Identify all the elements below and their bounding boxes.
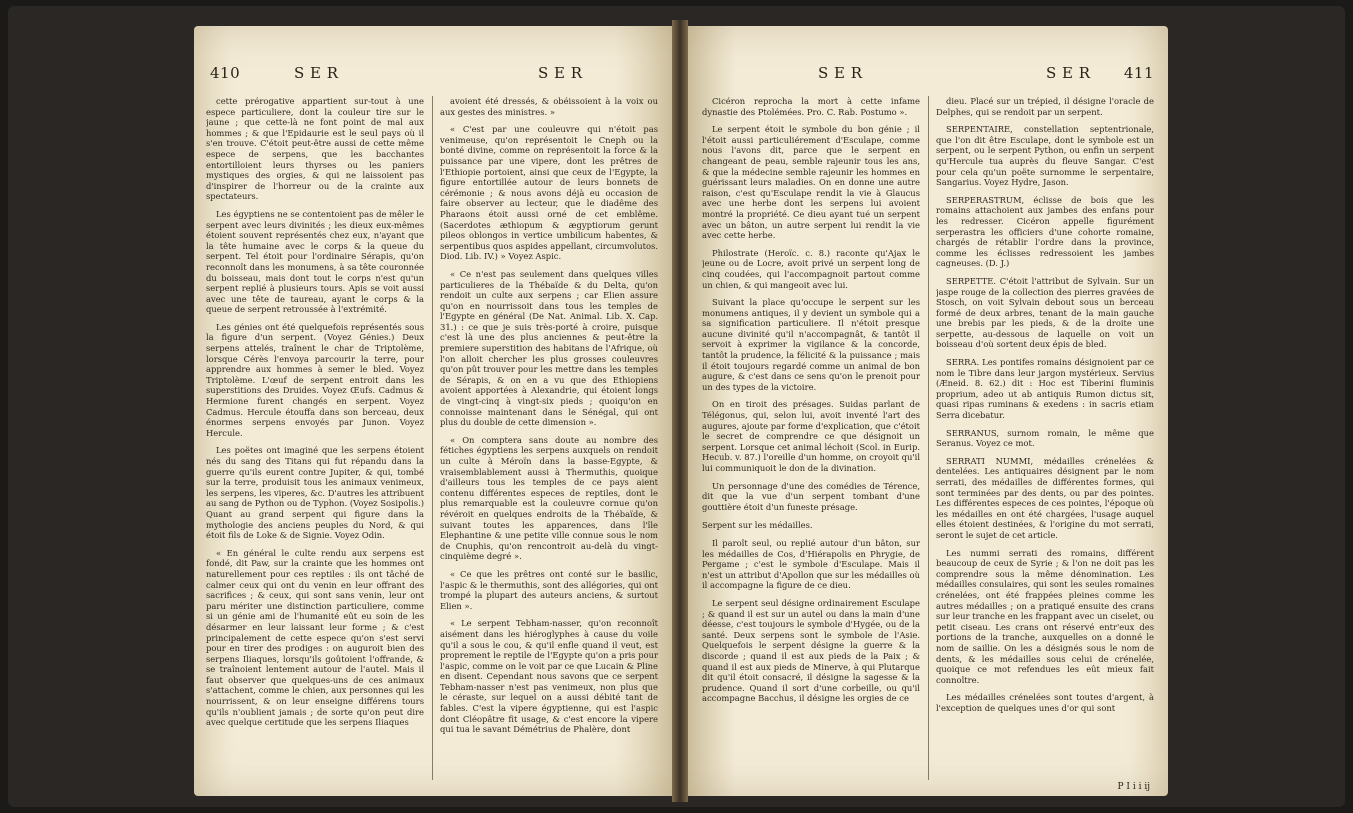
paragraph: SERPENTAIRE, constellation septentrionale, que l'on dit être Esculape, dont le symbole est un serpent, ou le serpent Python, ou enfin un serpent qu'Hercule tua auprès du fleuve Sangar. C'est pour cela qu'un poëte surnomme le serpentaire, Sangarius. Voyez Hydre, Jason. — [936, 124, 1154, 188]
column-divider — [432, 96, 433, 780]
paragraph: SERPERASTRUM, éclisse de bois que les romains attachoient aux jambes des enfans pour les redresser. Cicéron appelle figurément serperastra les officiers d'une cohorte romaine, chargés de rétablir l'ordre dans la province, comme les éclisses redressoient les jambes cagneuses. (D. J.) — [936, 194, 1154, 269]
left-page — [194, 26, 672, 796]
paragraph: avoient été dressés, & obéissoient à la voix ou aux gestes des ministres. » — [440, 96, 658, 117]
paragraph: dieu. Placé sur un trépied, il désigne l'oracle de Delphes, qui se rendoit par un serpent. — [936, 96, 1154, 117]
paragraph: Les médailles crénelées sont toutes d'argent, à l'exception de quelques unes d'or qui sont — [936, 692, 1154, 713]
left-page-header — [206, 64, 660, 92]
paragraph: Les génies ont été quelquefois représentés sous la figure d'un serpent. (Voyez Génies.) Deux serpens attelés, traînent le char de Triptolème, lorsque Cérès l'envoya parcourir la terre, pour apprendre aux hommes à semer le bled. Voyez Triptolème. L'œuf de serpent entroit dans les superstitions des Druides. Voyez Œufs. Cadmus & Hermione furent changés en serpent. Voyez Cadmus. Hercule étouffa dans son berceau, deux énormes serpens envoyés par Junon. Voyez Hercule. — [206, 321, 424, 438]
paragraph: SERRANUS, surnom romain, le même que Seranus. Voyez ce mot. — [936, 427, 1154, 449]
paragraph: SERRA. Les pontifes romains désignoient par ce nom le Tibre dans leur jargon mystérieux. Servius (Æneid. 8. 62.) dit : Hoc est Tiberini fluminis proprium, adeo ut ab antiquis Rumon dictus sit, quasi ripas ruminans & exedens : in sacris etiam Serra dicebatur. — [936, 357, 1154, 421]
running-head: S E R — [1046, 64, 1091, 82]
paragraph: Un personnage d'une des comédies de Térence, dit que la vue d'un serpent tombant d'une gouttière étoit d'un funeste présage. — [702, 480, 920, 512]
right-page-header — [700, 64, 1156, 92]
book-spread — [8, 6, 1345, 807]
left-column-2 — [440, 96, 658, 782]
right-column-2 — [936, 96, 1154, 782]
page-number: 411 — [1123, 64, 1154, 82]
paragraph: « Ce n'est pas seulement dans quelques villes particulieres de la Thébaïde & du Delta, qu'on rendoit un culte aux serpens ; car Elien assure qu'on en nourrissoit dans tous les temples de l'Egypte en général (De Nat. Animal. Lib. X. Cap. 31.) : ce que je suis très-porté à croire, puisque c'est là une des plus anciennes & peut-être la premiere superstition des habitans de l'Afrique, où l'on alloit chercher les plus grosses couleuvres qu'on pût trouver pour les mettre dans les temples de Sérapis, & on en a vu que des Ethiopiens avoient apportées à Alexandrie, qui étoient longs de vingt-cinq à vingt-six pieds ; quoiqu'on en connoisse maintenant dans le Sénégal, qui ont plus du double de cette dimension ». — [440, 268, 658, 428]
paragraph: Cicéron reprocha la mort à cette infame dynastie des Ptolémées. Pro. C. Rab. Postumo ». — [702, 96, 920, 117]
running-head: S E R — [818, 64, 863, 82]
right-page — [688, 26, 1168, 796]
paragraph: « Le serpent Tebham-nasser, qu'on reconnoît aisément dans les hiéroglyphes à cause du voile qu'il a sous le cou, & qu'il enfle quand il veut, est proprement le reptile de l'Egypte qu'on a pris pour l'aspic, comme on le voit par ce que Lucain & Pline en disent. Cependant nous savons que ce serpent Tebham-nasser n'est pas venimeux, non plus que le céraste, sur lequel on a aussi débité tant de fables. C'est la vipere égyptienne, qui est l'aspic dont Cléopâtre fit usage, & c'est encore la vipere qui tua le savant Démétrius de Phalère, dont — [440, 618, 658, 735]
paragraph: SERRATI NUMMI, médailles crénelées & dentelées. Les antiquaires désignent par le nom serrati, des médailles de différentes formes, qui sont terminées par des dents, ou par des pointes. Les différentes especes de ces pointes, l'époque où les médailles en ont été chargées, l'usage auquel elles étoient destinées, & l'origine du mot serrati, seront le sujet de cet article. — [936, 455, 1154, 540]
paragraph: Il paroît seul, ou replié autour d'un bâton, sur les médailles de Cos, d'Hiérapolis en Phrygie, de Pergame ; c'est le symbole d'Esculape. Mais il n'est un attribut d'Apollon que sur les médailles où il accompagne la figure de ce dieu. — [702, 537, 920, 591]
paragraph: Suivant la place qu'occupe le serpent sur les monumens antiques, il y devient un symbole qui a sa signification particuliere. Il n'étoit presque aucune divinité qu'il n'accompagnât, & tantôt il servoit à exprimer la vigilance & la concorde, tantôt la prudence, la félicité & la puissance ; mais il étoit toujours regardé comme un animal de bon augure, & c'est dans ce sens qu'on le prenoit pour un des types de la victoire. — [702, 297, 920, 392]
paragraph: cette prérogative appartient sur-tout à une espece particuliere, dont la couleur tire sur le jaune ; que cette-là ne font point de mal aux hommes ; & que l'Epidaurie est le seul pays où il s'en trouve. C'étoit peut-être aussi de cette même espece de serpens, que les bacchantes entortilloient leurs thyrses ou les paniers mystiques des orgies, & qui ne laissoient pas d'inspirer de l'horreur ou de la crainte aux spectateurs. — [206, 96, 424, 202]
paragraph: Serpent sur les médailles. — [702, 520, 813, 531]
book-gutter — [672, 20, 688, 802]
paragraph: « C'est par une couleuvre qui n'étoit pas venimeuse, qu'on représentoit le Cneph ou la bonté divine, comme on représentoit la force & la puissance par une vipere, dont les prêtres de l'Ethiopie portoient, ainsi que ceux de l'Egypte, la figure entortillée autour de leurs bonnets de cérémonie ; & nous avons déjà eu occasion de faire observer au lecteur, que le diadême des Pharaons étoit aussi orné de cet emblême. (Sacerdotes æthiopum & ægyptiorum gerunt pileos oblongos in vertice umbilicum habentes, & serpentibus quos aspides appellant, circumvolutos. Diod. Lib. IV.) » Voyez Aspic. — [440, 124, 658, 262]
paragraph: Philostrate (Heroïc. c. 8.) raconte qu'Ajax le jeune ou de Locre, avoit privé un serpent long de cinq coudées, qui l'accompagnoit partout comme un chien, & qui mangeoit avec lui. — [702, 247, 920, 290]
left-column-1 — [206, 96, 424, 782]
paragraph: « On comptera sans doute au nombre des fétiches égyptiens les serpens auxquels on rendoit un culte à Méroïn dans la basse-Egypte, & vraisemblablement aussi à Thermuthis, quoique d'ailleurs tous les temples de ce pays aient contenu différentes especes de reptiles, dont le plus remarquable est la couleuvre cornue qu'on révéroit en quelques endroits de la Thébaïde, & suivant toutes les apparences, dans l'île Elephantine & une petite ville connue sous le nom de Cnuphis, qu'on rencontroit au-delà du vingt-cinquième degré ». — [440, 434, 658, 562]
paragraph: Le serpent seul désigne ordinairement Esculape ; & quand il est sur un autel ou dans la main d'une déesse, c'est toujours le symbole d'Hygée, ou de la santé. Deux serpens sont le symbole de l'Asie. Quelquefois le serpent désigne la guerre & la discorde ; quand il est aux pieds de la Paix ; & quand il est aux pieds de Minerve, à qui Plutarque dit qu'il étoit consacré, il désigne la sagesse & la prudence. Quand il sort d'une corbeille, ou qu'il accompagne Bacchus, il désigne les orgies de ce — [702, 597, 920, 704]
paragraph: « En général le culte rendu aux serpens est fondé, dit Paw, sur la crainte que les hommes ont naturellement pour ces reptiles : ils ont tâché de calmer ceux qui ont du venin en leur offrant des sacrifices ; & ceux, qui sont sans venin, leur ont paru mériter une distinction particuliere, comme si un génie ami de l'humanité eût eu soin de les désarmer en leur laissant leur forme ; & c'est principalement de cette espece qu'on s'est servi pour en tirer des prodiges : on auguroit bien des serpens Iliaques, lorsqu'ils goûtoient l'offrande, & se traînoient lentement autour de l'autel. Mais il faut observer que quelques-uns de ces animaux s'attachent, comme le chien, aux personnes qui les nourrissent, & on leur enseigne différens tours qu'ils n'oublient jamais ; de sorte qu'on peut dire avec quelque certitude que les serpens Iliaques — [206, 547, 424, 728]
paragraph: Les poëtes ont imaginé que les serpens étoient nés du sang des Titans qui fut répandu dans la guerre qu'ils eurent contre Jupiter, & qui, tombé sur la terre, produisit tous les animaux venimeux, les serpens, les viperes, &c. D'autres les attribuent au sang de Python ou de Typhon. (Voyez Sosipolis.) Quant au grand serpent qui figure dans la mythologie des anciens peuples du Nord, & qui étoit fils de Loke & de Signie. Voyez Odin. — [206, 445, 424, 541]
paragraph: « Ce que les prêtres ont conté sur le basilic, l'aspic & le thermuthis, sont des allégories, qui ont trompé la plupart des auteurs anciens, & surtout Elien ». — [440, 568, 658, 611]
paragraph: Le serpent étoit le symbole du bon génie ; il l'étoit aussi particuliérement d'Esculape, comme nous l'avons dit, parce que le serpent en changeant de peau, semble rajeunir tous les ans, & que la médecine semble rajeunir les hommes en guérissant leurs maladies. On en donne une autre raison, c'est qu'Esculape rendit la vie à Glaucus avec une herbe dont les serpens lui avoient montré la propriété. Ce dieu ayant tué un serpent avec un bâton, un autre serpent lui rendit la vie avec cette herbe. — [702, 124, 920, 241]
right-column-1 — [702, 96, 920, 782]
column-divider — [928, 96, 929, 780]
paragraph: Les égyptiens ne se contentoient pas de mêler le serpent avec leurs divinités ; les dieux eux-mêmes étoient souvent représentés chez eux, n'ayant que la tête humaine avec le corps & la queue du serpent. Tel étoit pour l'ordinaire Sérapis, qu'on reconnoît dans les monumens, à sa tête couronnée du boisseau, mais dont tout le corps n'est qu'un serpent replié à plusieurs tours. Apis se voit aussi avec une tête de taureau, ayant le corps & la queue de serpent retroussée à l'extrémité. — [206, 208, 424, 315]
running-head: S E R — [538, 64, 583, 82]
paragraph: Les nummi serrati des romains, différent beaucoup de ceux de Syrie ; & l'on ne doit pas les comprendre sous la même dénomination. Les médailles consulaires, qui sont les seules romaines crénelées, ont été frappées pleines comme les autres médailles ; on a pratiqué ensuite des crans sur leur tranche en les frappant avec un ciselet, ou petit ciseau. Les crans ont réservé entr'eux des portions de la tranche, auxquelles on a donné le nom de saillie. On les a désignés sous le nom de dents, & les médailles sous celui de crénelée, quoique ce mot refendues les eût mieux fait connoître. — [936, 547, 1154, 685]
paragraph: SERPETTE. C'étoit l'attribut de Sylvain. Sur un jaspe rouge de la collection des pierres gravées de Stosch, on voit Sylvain debout sous un berceau formé de deux arbres, tenant de la main gauche une brebis par les pieds, & de la droite une serpette, au-dessous de laquelle on voit un boisseau d'où sortent deux épis de bled. — [936, 275, 1154, 350]
signature-mark: P I i i ij — [1117, 782, 1150, 792]
paragraph: On en tiroit des présages. Suidas parlant de Télégonus, qui, selon lui, avoit inventé l'art des augures, ajoute par forme d'explication, que c'étoit le secret de comprendre ce que désignoit un serpent. Lorsque cet animal léchoit (Scol. in Eurip. Hecub. v. 87.) l'oreille d'un homme, on croyoit qu'il lui communiquoit le don de la divination. — [702, 399, 920, 473]
page-number: 410 — [210, 64, 241, 82]
running-head: S E R — [294, 64, 339, 82]
